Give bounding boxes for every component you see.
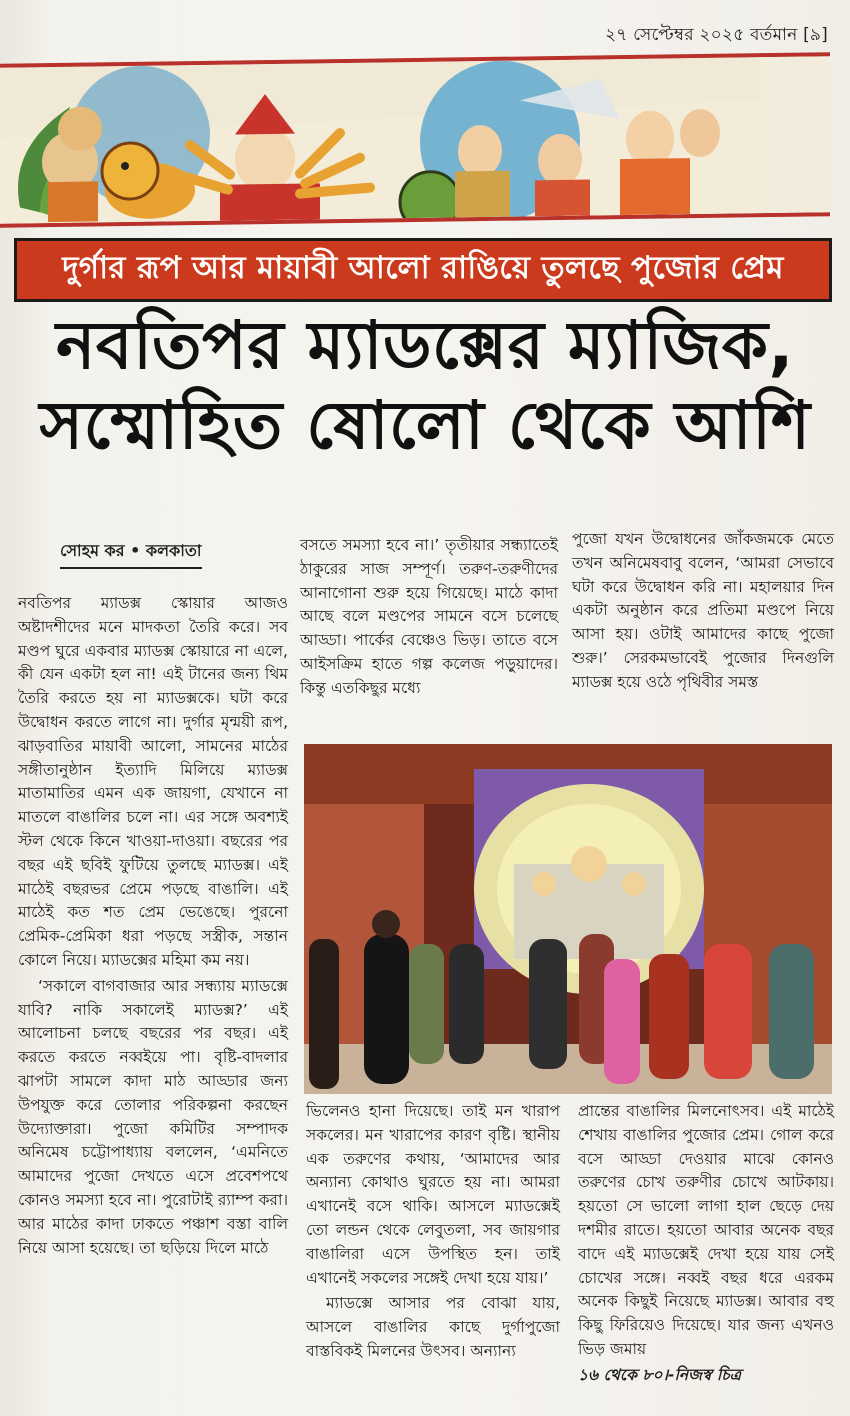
col1-paragraph-2: ‘সকালে বাগবাজার আর সন্ধ্যায় ম্যাডক্সে যাবি? নাকি সকালেই ম্যাডক্স?’ এই আলোচনা চলছে বছরের পর বছর। এই করতে করতে নব্বইয়ে পা। বৃষ্টি-বাদলার ঝাপটা সামলে কাদা মাঠ আড্ডার জন্য উপযুক্ত করে তোলার পরিকল্পনা করছেন উদ্যোক্তারা। পুজো কমিটির সম্পাদক অনিমেষ চট্টোপাধ্যায় বললেন, ‘এমনিতে আমাদের পুজো দেখতে এসে প্রবেশপথে কোনও সমস্যা হবে না। পুরোটাই র‍্যাম্প করা। আর মাঠের কাদা ঢাকতে পঞ্চাশ বস্তা বালি নিয়ে আসা হয়েছে। তা ছড়িয়ে দিলে মাঠে (18, 976, 288, 1257)
col2-bottom-paragraph-2: ম্যাডক্সে আসার পর বোঝা যায়, আসলে বাঙালির কাছে দুর্গাপুজো বাস্তবিকই মিলনের উৎসব। অন্যান্য (306, 1294, 560, 1360)
col2-top-text: বসতে সমস্যা হবে না।’ তৃতীয়ার সন্ধ্যাতেই ঠাকুরের সাজ সম্পূর্ণ। তরুণ-তরুণীদের আনাগোনা শুরু হয়ে গিয়েছে। মাঠে কাদা আছে বলে মণ্ডপের সামনে বসে চলেছে আড্ডা। পার্কের বেঞ্চেও ভিড়। তাতে বসে আইসক্রিম হাতে গল্প কলেজ পড়ুয়াদের। কিন্তু এতকিছুর মধ্যে (300, 536, 558, 697)
article-column-3-top (572, 528, 834, 697)
dateline: ২৭ সেপ্টেম্বর ২০২৫ বর্তমান [৯] (605, 25, 828, 45)
headline (12, 306, 838, 466)
kicker-text: দুর্গার রূপ আর মায়াবী আলো রাঙিয়ে তুলছে পুজোর প্রেম (62, 250, 784, 286)
col2-bottom-paragraph-1: ভিলেনও হানা দিয়েছে। তাই মন খারাপ সকলের। মন খারাপের কারণ বৃষ্টি। স্থানীয় এক তরুণের কথায়, ‘আমাদের আর অন্যান্য কোথাও ঘুরতে হয় না। আমরা এখানেই বসে থাকি। আসলে ম্যাডক্সেই তো লন্ডন থেকে লেবুতলা, সব জায়গার বাঙালিরা এসে উপস্থিত হন। তাই এখানেই সকলের সঙ্গেই দেখা হয়ে যায়।’ (306, 1102, 560, 1287)
article-column-3-bottom (578, 1100, 834, 1390)
headline-line-2: সম্মোহিত ষোলো থেকে আশি (39, 387, 811, 464)
col3-bottom-text: প্রান্তের বাঙালির মিলনোৎসব। এই মাঠেই শেখায় বাঙালির পুজোর প্রেম। গোল করে বসে আড্ডা দেওয়ার মাঝে কোনও তরুণের চোখ তরুণীর চোখে আটকায়। হয়তো সে ভালো লাগা হাল ছেড়ে দেয় দশমীর রাতে। হয়তো আবার অনেক বছর বাদে এই ম্যাডক্সেই দেখা হয়ে যায় সেই চোখের সঙ্গে। নব্বই বছর ধরে এরকম অনেক কিছুই নিয়েছে ম্যাডক্স। আবার বহু কিছু ফিরিয়েও দিয়েছে। যার জন্য এখনও ভিড় জমায় (578, 1102, 834, 1358)
article-column-1 (18, 592, 288, 1262)
pandal-crowd-photo (304, 744, 832, 1094)
article-column-2-bottom (306, 1100, 560, 1366)
col1-paragraph-1: নবতিপর ম্যাডক্স স্কোয়ার আজও অষ্টাদশীদের মনে মাদকতা তৈরি করে। সব মণ্ডপ ঘুরে একবার ম্যাডক্স স্কোয়ারে না এলে, কী যেন একটা হল না! এই টানের জন্য থিম তৈরি করতে হয় না ম্যাডক্সকে। ঘটা করে উদ্বোধন করতে লাগে না। দুর্গার মৃন্ময়ী রূপ, ঝাড়বাতির মায়াবী আলো, সামনের মাঠের সঙ্গীতানুষ্ঠান ইত্যাদি মিলিয়ে ম্যাডক্স মাতামাতির এমন এক জায়গা, যেখানে না মাতলে বাঙালির চলে না। এর সঙ্গে অবশ্যই স্টল থেকে কিনে খাওয়া-দাওয়া। বছরের পর বছর এই ছবিই ফুটিয়ে তুলছে ম্যাডক্স। এই মাঠেই বছরভর প্রেমে পড়ছে বাঙালি। এই মাঠেই কত শত প্রেম ভেঙেছে। পুরনো প্রেমিক-প্রেমিকা ধরা পড়ছে সস্ত্রীক, সন্তান কোলে নিয়ে। ম্যাডক্সের মহিমা কম নয়। (18, 594, 288, 969)
headline-line-1: নবতিপর ম্যাডক্সের ম্যাজিক, (55, 307, 794, 384)
photo-credit: ১৬ থেকে ৮০।-নিজস্ব চিত্র (578, 1365, 742, 1384)
byline: সোহম কর • কলকাতা (60, 538, 202, 569)
article-column-2-top (300, 534, 558, 703)
durga-folk-art-banner (0, 52, 830, 228)
kicker-strap (14, 238, 832, 302)
col3-top-text: পুজো যখন উদ্বোধনের জাঁকজমকে মেতে তখন অনিমেষবাবু বলেন, ‘আমরা সেভাবে ঘটা করে উদ্বোধন করি না। মহালয়ার দিন একটা অনুষ্ঠান করে প্রতিমা মণ্ডপে নিয়ে আসা হয়। ওটাই আমাদের কাছে পুজো শুরু।’ সেরকমভাবেই পুজোর দিনগুলি ম্যাডক্স হয়ে ওঠে পৃথিবীর সমস্ত (572, 530, 834, 691)
